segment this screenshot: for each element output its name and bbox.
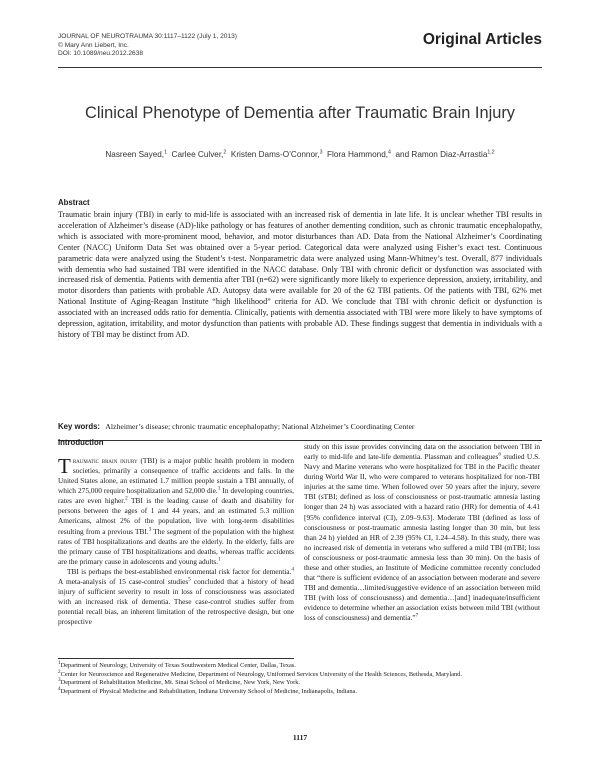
journal-citation <box>58 33 237 59</box>
introduction-heading: Introduction <box>58 438 104 447</box>
citation-mark: 1 <box>217 485 221 492</box>
header-rule <box>58 67 542 68</box>
author-name: and Ramon Diaz-Arrastia <box>395 150 488 159</box>
footnote-item <box>58 685 542 697</box>
citation-mark: 5 <box>188 576 191 583</box>
drop-cap: T <box>58 454 71 478</box>
author-affiliation-mark: 2 <box>223 149 227 156</box>
section-label: Original Articles <box>422 31 542 48</box>
text-run: The segment of the population with the highest rates of TBI hospitalizations and deaths are the elderly. In the elderly, falls are the primary cause of TBI hospitalizations and deaths, whereas traffic accidents are the primary cause in adolescents and young adults. <box>58 526 295 566</box>
footnote-text: Department of Neurology, University of Texas Southwestern Medical Center, Dallas, Texas. <box>60 662 296 669</box>
author-name: Flora Hammond, <box>327 150 389 159</box>
text-run: TBI is perhaps the best-established environmental risk factor for dementia. <box>67 566 292 576</box>
keywords-label: Key words: <box>58 422 101 431</box>
author-name: Nasreen Sayed, <box>105 150 165 159</box>
abstract-heading: Abstract <box>58 198 90 207</box>
affiliation-footnotes <box>58 659 542 696</box>
footnote-item <box>58 668 542 680</box>
abstract-text: Traumatic brain injury (TBI) in early to mid-life is associated with an increased risk of dementia in late life. It is unclear whether TBI results in acceleration of Alzheimer’s disease (AD)-like pathology or has features of another dementing condition, such as chronic traumatic encephalopathy, which is associated with more-prominent mood, behavior, and motor disturbances than AD. Data from the National Alzheimer’s Coordinating Center (NACC) Uniform Data Set was obtained over a 5-year period. Categorical data were analyzed using Fisher’s exact test. Continuous parametric data were analyzed using the Student’s t-test. Nonparametric data were analyzed using Mann-Whitney’s test. Overall, 877 individuals with dementia who had sustained TBI were identified in the NACC database. Only TBI with chronic deficit or dysfunction was associated with increased risk of dementia. Patients with dementia after TBI (n=62) were significantly more likely to experience depression, anxiety, irritability, and motor disorders than patients with probable AD. Autopsy data were available for 20 of the 62 TBI patients. Of the patients with TBI, 62% met National Institute of Aging-Reagan Institute “high likelihood” criteria for AD. We conclude that TBI with chronic deficit or dysfunction is associated with an increased odds ratio for dementia. Clinically, patients with dementia associated with TBI were more likely to have symptoms of depression, agitation, irritability, and motor dysfunction than patients with probable AD. These findings suggest that dementia in individuals with a history of TBI may be distinct from AD. <box>58 210 542 339</box>
citation-mark: 3 <box>148 526 152 533</box>
text-run: In developing countries, rates are even higher. <box>58 486 294 506</box>
footnote-text: Department of Physical Medicine and Rehabilitation, Indiana University School of Medicine, Indianapolis, Indiana. <box>60 687 357 695</box>
article-title: Clinical Phenotype of Dementia after Traumatic Brain Injury <box>85 104 515 122</box>
text-run: A meta-analysis of 15 case-control studies <box>58 576 189 586</box>
doi-line: DOI: 10.1089/neu.2012.2638 <box>58 50 144 58</box>
citation-mark: 1 <box>218 556 221 563</box>
lead-in-smallcaps: raumatic brain injury <box>72 456 138 465</box>
author-affiliation-mark: 3 <box>319 149 323 156</box>
author-affiliation-mark: 1 <box>164 149 167 156</box>
page-number: 1117 <box>292 733 308 742</box>
text-run: TBI is the leading cause of death and disability for persons between the ages of 1 and 44 years, and an estimated 5.3 million Americans, almost 2% of the population, live with long-term disabilities resulting from a previous TBI. <box>58 496 294 536</box>
author-affiliation-mark: 4 <box>388 149 391 156</box>
journal-volume-line: JOURNAL OF NEUROTRAUMA 30:1117–1122 (July 1, 2013) <box>58 33 237 40</box>
citation-mark: 2 <box>125 495 128 502</box>
left-column <box>58 456 294 627</box>
right-column <box>304 442 540 623</box>
footnote-text: Center for Neuroscience and Regenerative Medicine, Department of Neurology, Uniformed Services University of the Health Sciences, Bethesda, Maryland. <box>60 670 462 678</box>
author-affiliation-mark: 1,2 <box>487 149 495 156</box>
footnote-mark: 3 <box>58 676 61 683</box>
intro-paragraph-1 <box>58 456 294 567</box>
footnote-mark: 1 <box>58 659 61 666</box>
text-run: concluded that a history of head injury of sufficient severity to result in loss of consciousness was associated with an increased risk of dementia. These case-control studies suffer from potential recall bias, an inherent limitation of the retrospective design, but one prospective <box>58 576 294 627</box>
footnote-mark: 2 <box>58 668 61 675</box>
text-run: (TBI) is a major public health problem in modern societies, primarily a consequence of traffic accidents and falls. In the United States alone, an estimated 1.7 million people sustain a TBI annually, of which 275,000 require hospitalization and 52,000 die. <box>58 456 294 496</box>
text-run: studied U.S. Navy and Marine veterans who were hospitalized for TBI in the Pacific theater during World War II, who were compared to veterans hospitalized for non-TBI injuries at the same time. When followed over 50 years after the injury, severe TBI (sTBI; defined as loss of consciousness or post-traumatic amnesia lasting longer than 24 h) was associated with a hazard ratio (HR) for dementia of 4.41 [95% confidence interval (CI), 2.09–9.63]. Moderate TBI (defined as loss of consciousness or post-traumatic amnesia lasting longer than 30 min, but less than 24 h) yielded an HR of 2.39 (95% CI, 1.24–4.58). In this study, there was no increased risk of dementia in veterans who suffered a mild TBI (mTBI; loss of consciousness or post-traumatic amnesia less than 30 min). On the basis of these and other studies, an Institute of Medicine committee recently concluded that “there is sufficient evidence of an association between moderate and severe TBI and dementia…limited/suggestive evidence of an association between mild TBI (with loss of consciousness) and dementia…[and] inadequate/insufficient evidence to determine whether an association exists between mild TBI (without loss of consciousness) and dementia.” <box>304 452 540 623</box>
keywords <box>58 422 542 431</box>
author-name: Kristen Dams-O’Connor, <box>230 150 320 159</box>
author-list <box>58 150 542 159</box>
footnote-mark: 4 <box>58 685 61 692</box>
intro-paragraph-2 <box>58 567 294 627</box>
text-run: study on this issue provides convincing data on the association between TBI in early to mid-life and late-life dementia. Plassman and colleagues <box>304 442 540 462</box>
footnote-item <box>58 659 542 671</box>
footnote-item <box>58 676 542 688</box>
keywords-text: Alzheimer’s disease; chronic traumatic encephalopathy; National Alzheimer’s Coordinating Center <box>105 422 415 431</box>
footnote-text: Department of Rehabilitation Medicine, Mt. Sinai School of Medicine, New York, New York. <box>60 679 301 686</box>
citation-mark: 7 <box>415 612 419 619</box>
footnote-rule <box>58 658 294 659</box>
author-name: Carlee Culver, <box>171 150 224 159</box>
body-rule <box>58 440 542 441</box>
citation-mark: 4 <box>291 566 294 573</box>
intro-paragraph-3 <box>304 442 540 623</box>
publisher-line: © Mary Ann Liebert, Inc. <box>58 41 129 49</box>
citation-mark: 6 <box>498 451 501 458</box>
